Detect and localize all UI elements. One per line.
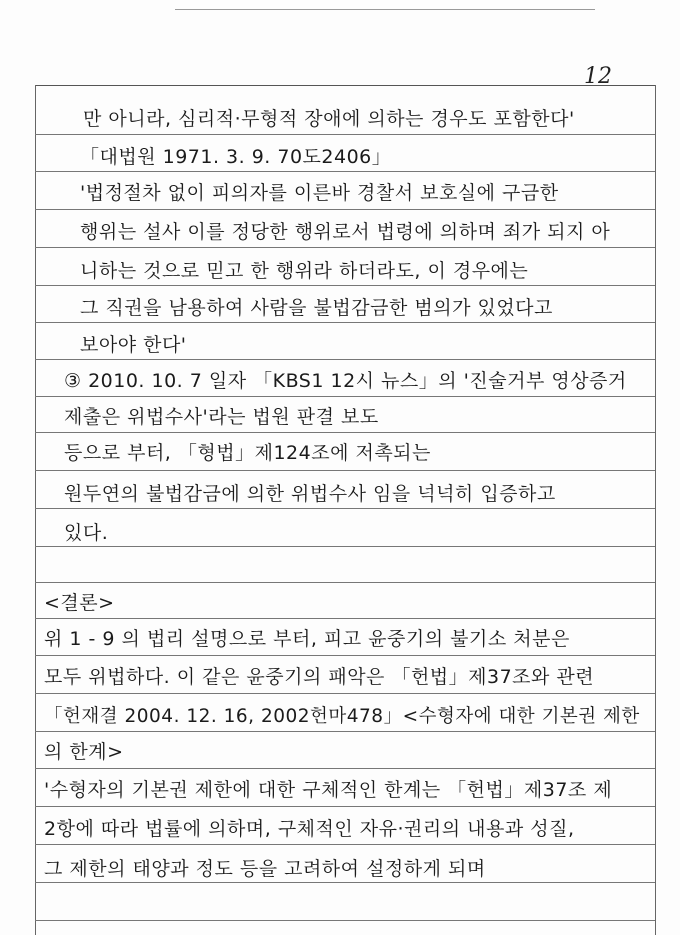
text-line: 보아야 한다' (80, 334, 187, 356)
ruled-line (35, 546, 655, 547)
right-margin-line (655, 85, 656, 935)
text-line: ③ 2010. 10. 7 일자 「KBS1 12시 뉴스」의 '진술거부 영상증거 (64, 370, 627, 392)
top-edge-line (175, 9, 595, 10)
ruled-line (35, 285, 655, 286)
text-line: 만 아니라, 심리적·무형적 장애에 의하는 경우도 포함한다' (83, 108, 575, 130)
ruled-line (35, 134, 655, 135)
page-number: 12 (584, 64, 612, 89)
section-heading: <결론> (44, 592, 115, 614)
ruled-line (35, 582, 655, 583)
text-line: 2항에 따라 법률에 의하며, 구체적인 자유·권리의 내용과 성질, (44, 818, 575, 840)
ruled-line (35, 768, 655, 769)
ruled-line (35, 396, 655, 397)
top-margin-line (35, 85, 655, 86)
text-line: 원두연의 불법감금에 의한 위법수사 임을 넉넉히 입증하고 (64, 483, 556, 505)
ruled-line (35, 731, 655, 732)
ruled-line (35, 655, 655, 656)
ruled-line (35, 806, 655, 807)
text-line: 의 한계> (44, 741, 124, 763)
text-line: '법정절차 없이 피의자를 이른바 경찰서 보호실에 구금한 (80, 182, 559, 204)
text-line: 있다. (64, 522, 109, 544)
ruled-line (35, 618, 655, 619)
text-line: 등으로 부터, 「형법」제124조에 저촉되는 (64, 442, 431, 464)
ruled-line (35, 322, 655, 323)
ruled-line (35, 470, 655, 471)
text-line: 그 제한의 태양과 정도 등을 고려하여 설정하게 되며 (44, 858, 486, 880)
text-line: 니하는 것으로 믿고 한 행위라 하더라도, 이 경우에는 (80, 260, 529, 282)
text-line: 위 1 - 9 의 법리 설명으로 부터, 피고 윤중기의 불기소 처분은 (44, 628, 570, 650)
text-line: 그 직권을 남용하여 사람을 불법감금한 범의가 있었다고 (80, 297, 553, 319)
ruled-line (35, 844, 655, 845)
left-margin-line (35, 85, 36, 935)
text-line: 모두 위법하다. 이 같은 윤중기의 패악은 「헌법」제37조와 관련 (44, 666, 595, 688)
ruled-line (35, 693, 655, 694)
ruled-line (35, 359, 655, 360)
ruled-line (35, 432, 655, 433)
ruled-line (35, 882, 655, 883)
text-line: 제출은 위법수사'라는 법원 판결 보도 (64, 406, 379, 428)
text-line: 「헌재결 2004. 12. 16, 2002헌마478」<수형자에 대한 기본권 제한 (44, 706, 640, 727)
ruled-line (35, 171, 655, 172)
text-line: 「대법원 1971. 3. 9. 70도2406」 (80, 146, 392, 168)
ruled-line (35, 508, 655, 509)
ruled-line (35, 209, 655, 210)
ruled-line (35, 920, 655, 921)
ruled-line (35, 247, 655, 248)
text-line: '수형자의 기본권 제한에 대한 구체적인 한계는 「헌법」제37조 제 (44, 779, 613, 801)
text-line: 행위는 설사 이를 정당한 행위로서 법령에 의하며 죄가 되지 아 (80, 221, 611, 243)
